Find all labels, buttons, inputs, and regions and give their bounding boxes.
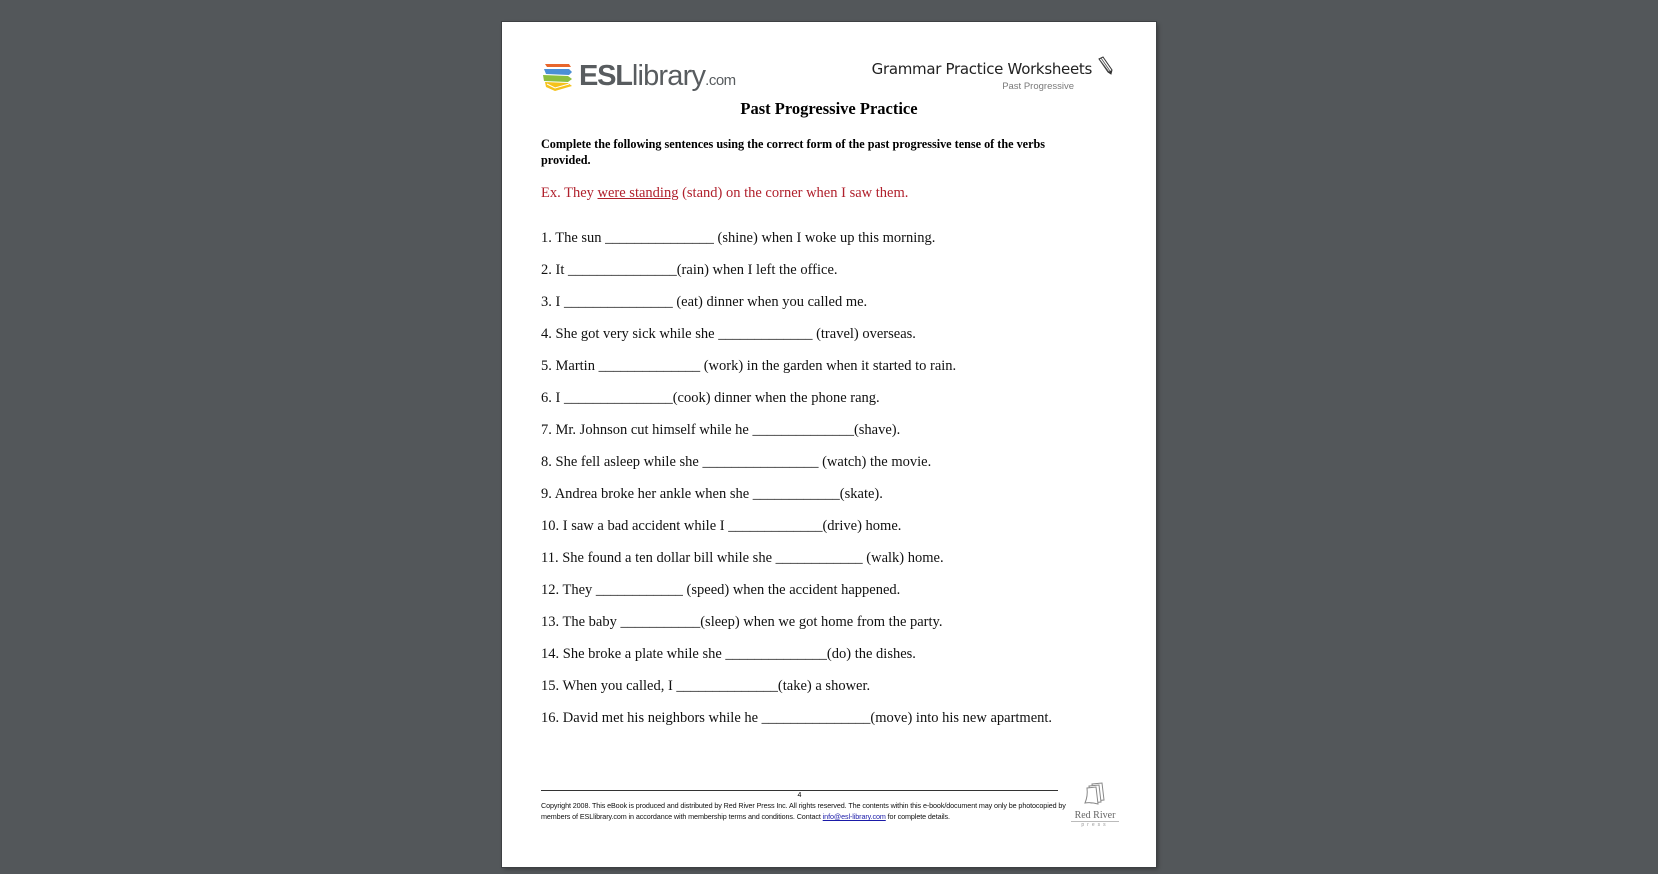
question-item: 13. The baby ___________(sleep) when we got home from the party.: [541, 614, 943, 630]
question-list: [541, 228, 1052, 740]
publisher-name: Red River: [1071, 811, 1119, 822]
books-stack-icon: [541, 59, 575, 93]
example-answer: were standing: [597, 185, 679, 201]
logo-library: library: [631, 59, 706, 92]
question-item: 11. She found a ten dollar bill while she ____________ (walk) home.: [541, 550, 944, 566]
pages-icon: [1082, 782, 1108, 806]
question-item: 1. The sun _______________ (shine) when I woke up this morning.: [541, 230, 936, 246]
esl-library-logo: [541, 58, 736, 94]
red-river-press-logo: [1071, 782, 1119, 828]
contact-email-link[interactable]: info@esl-library.com: [822, 812, 886, 821]
copyright-notice: Copyright 2008. This eBook is produced and distributed by Red River Press Inc. All rights reserved. The contents within this e-book/document may only be photocopied by members of ESLlibrary.com in accordance with membership terms and conditions. Contact info@esl-library.com for complete details.: [541, 801, 1066, 821]
example-sentence: Ex. They were standing (stand) on the corner when I saw them.: [541, 185, 909, 201]
question-item: 15. When you called, I ______________(take) a shower.: [541, 678, 871, 694]
footer-divider: [541, 790, 1058, 791]
question-item: 5. Martin ______________ (work) in the garden when it started to rain.: [541, 358, 957, 374]
question-item: 2. It _______________(rain) when I left the office.: [541, 262, 838, 278]
question-item: 12. They ____________ (speed) when the accident happened.: [541, 582, 901, 598]
worksheet-title: Past Progressive Practice: [740, 99, 918, 118]
document-page: [502, 22, 1156, 867]
question-item: 4. She got very sick while she _____________ (travel) overseas.: [541, 326, 916, 342]
publisher-sub: press: [1081, 822, 1109, 828]
logo-esl: ESL: [579, 59, 632, 92]
question-item: 3. I _______________ (eat) dinner when you called me.: [541, 294, 868, 310]
question-item: 16. David met his neighbors while he _______________(move) into his new apartment.: [541, 710, 1053, 726]
question-item: 14. She broke a plate while she ______________(do) the dishes.: [541, 646, 916, 662]
page-number: 4: [797, 792, 802, 799]
question-item: 9. Andrea broke her ankle when she ____________(skate).: [541, 486, 883, 502]
pencil-icon: [1096, 56, 1114, 76]
series-subtitle: Past Progressive: [1002, 81, 1074, 92]
instructions: Complete the following sentences using the correct form of the past progressive tense of the verbs provided.: [541, 137, 1046, 167]
series-title: Grammar Practice Worksheets: [871, 60, 1092, 78]
question-item: 7. Mr. Johnson cut himself while he ______________(shave).: [541, 422, 901, 438]
question-item: 6. I _______________(cook) dinner when the phone rang.: [541, 390, 880, 406]
question-item: 10. I saw a bad accident while I _____________(drive) home.: [541, 518, 902, 534]
question-item: 8. She fell asleep while she ________________ (watch) the movie.: [541, 454, 932, 470]
logo-com: .com: [705, 71, 736, 89]
